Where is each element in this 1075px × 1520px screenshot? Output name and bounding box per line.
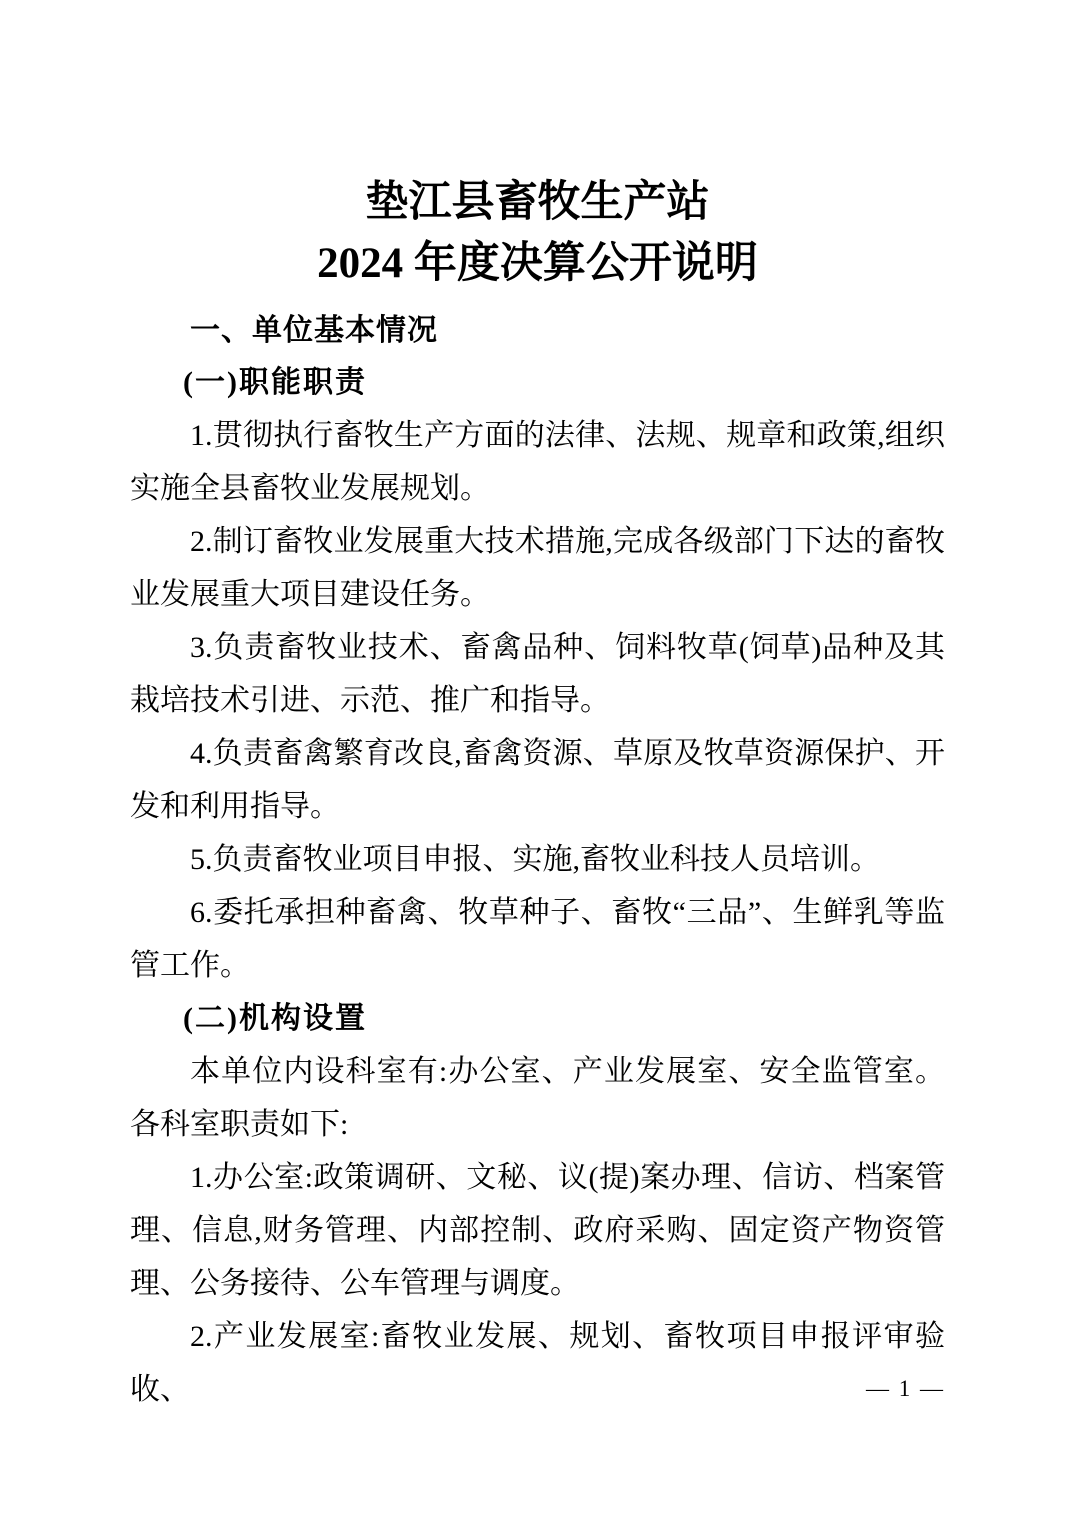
paragraph-duty-5: 5.负责畜牧业项目申报、实施,畜牧业科技人员培训。	[190, 843, 880, 876]
document-content	[130, 0, 945, 1416]
document-title-line-1: 垫江县畜牧生产站	[365, 179, 710, 226]
subsection-heading-duties: (一)职能职责	[183, 366, 367, 399]
paragraph-duty-2: 2.制订畜牧业发展重大技术措施,完成各级部门下达的畜牧业发展重大项目建设任务。	[130, 525, 945, 611]
paragraph-duty-4: 4.负责畜禽繁育改良,畜禽资源、草原及牧草资源保护、开发和利用指导。	[130, 737, 945, 823]
paragraph-office-duties: 1.办公室:政策调研、文秘、议(提)案办理、信访、档案管理、信息,财务管理、内部控制、政府采购、固定资产物资管理、公务接待、公车管理与调度。	[130, 1161, 945, 1300]
section-heading-basic-info: 一、单位基本情况	[190, 314, 438, 347]
page-number: — 1 —	[866, 1376, 945, 1401]
subsection-heading-structure: (二)机构设置	[183, 1002, 367, 1035]
paragraph-industry-dev-office: 2.产业发展室:畜牧业发展、规划、畜牧项目申报评审验收、	[130, 1320, 945, 1406]
paragraph-duty-1: 1.贯彻执行畜牧生产方面的法律、法规、规章和政策,组织实施全县畜牧业发展规划。	[130, 419, 945, 505]
paragraph-duty-6: 6.委托承担种畜禽、牧草种子、畜牧“三品”、生鲜乳等监管工作。	[130, 896, 945, 982]
document-title	[130, 172, 945, 294]
paragraph-structure-intro: 本单位内设科室有:办公室、产业发展室、安全监管室。各科室职责如下:	[130, 1055, 945, 1141]
document-title-line-2: 2024 年度决算公开说明	[317, 240, 758, 287]
paragraph-duty-3: 3.负责畜牧业技术、畜禽品种、饲料牧草(饲草)品种及其栽培技术引进、示范、推广和指导。	[130, 631, 945, 717]
